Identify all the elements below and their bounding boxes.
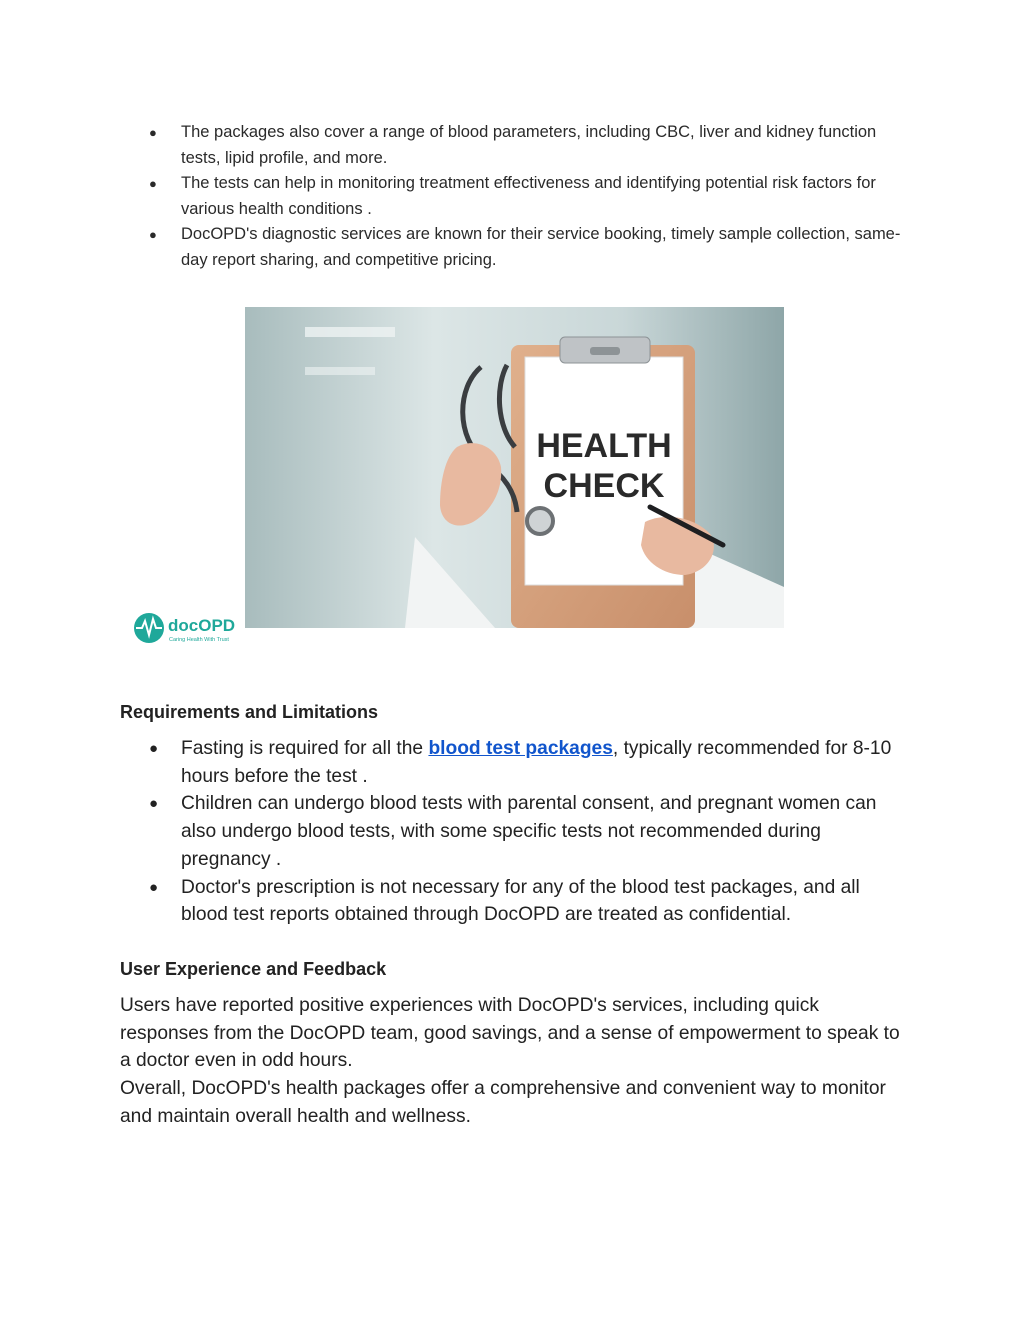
list-item-text: , typically recommended for 8-10 hours before the test .	[181, 738, 892, 787]
list-item-text: The tests can help in monitoring treatment effectiveness and identifying potential risk factors for various health conditions .	[181, 174, 876, 218]
paragraph: Overall, DocOPD's health packages offer a comprehensive and convenient way to monitor and maintain overall health and wellness.	[120, 1078, 886, 1127]
requirements-list	[149, 735, 911, 929]
list-item-text: The packages also cover a range of blood parameters, including CBC, liver and kidney function tests, lipid profile, and more.	[181, 123, 877, 167]
list-item	[149, 735, 911, 790]
sign-line1-text: HEALTH	[536, 427, 672, 465]
paragraph: Users have reported positive experiences with DocOPD's services, including quick responses from the DocOPD team, good savings, and a sense of empowerment to speak to a doctor even in odd hours.	[120, 995, 900, 1072]
sign-line2-text: CHECK	[543, 467, 665, 505]
requirements-heading: Requirements and Limitations	[120, 702, 379, 722]
list-item-text: DocOPD's diagnostic services are known for their service booking, timely sample collection, same-day report sharing, and competitive pricing.	[181, 225, 901, 269]
list-item-text: Doctor's prescription is not necessary for any of the blood test packages, and all blood test reports obtained through DocOPD are treated as confidential.	[181, 876, 860, 926]
list-item-text: Fasting is required for all the	[181, 738, 429, 759]
bullet-icon: ●	[149, 125, 157, 140]
list-item	[149, 874, 911, 929]
top-bullet-list	[149, 120, 901, 273]
list-item	[149, 171, 901, 222]
list-item	[149, 120, 901, 171]
user-experience-heading: User Experience and Feedback	[120, 959, 387, 979]
health-check-image	[245, 307, 784, 628]
list-item	[149, 222, 901, 273]
blood-test-packages-link[interactable]: blood test packages	[428, 738, 613, 759]
list-item	[149, 790, 911, 873]
list-item-text: Children can undergo blood tests with parental consent, and pregnant women can also undergo blood tests, with some specific tests not recommended during pregnancy .	[181, 793, 877, 870]
logo-tagline: Caring Health With Trust	[169, 637, 229, 643]
user-experience-body	[120, 992, 900, 1131]
logo-name: docOPD	[168, 616, 236, 635]
bullet-icon: ●	[149, 795, 159, 813]
bullet-icon: ●	[149, 227, 157, 242]
bullet-icon: ●	[149, 878, 159, 896]
bullet-icon: ●	[149, 740, 159, 757]
docopd-logo	[132, 608, 242, 648]
bullet-icon: ●	[149, 176, 157, 191]
